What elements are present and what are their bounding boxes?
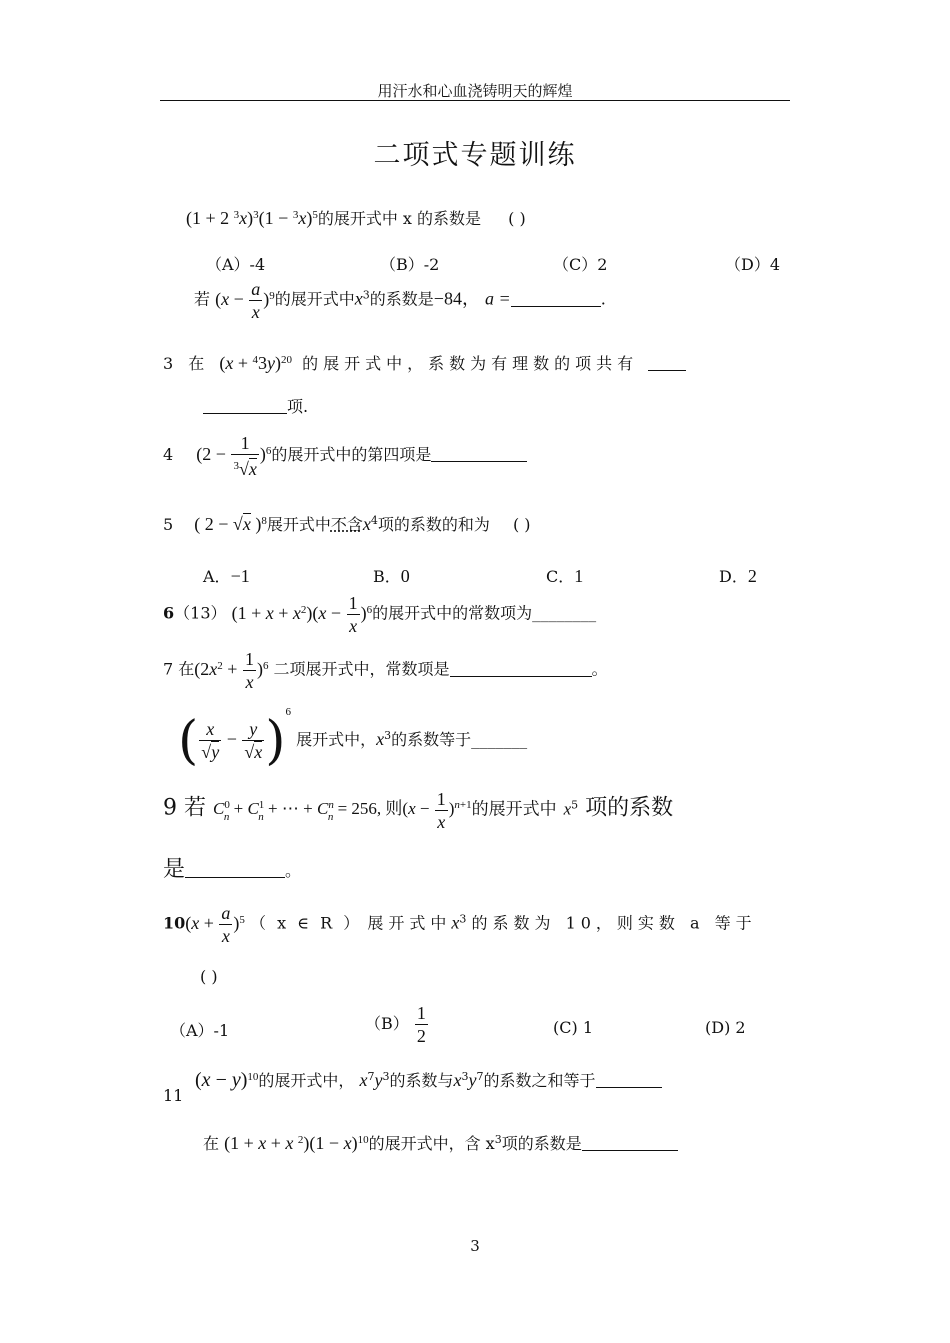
q8-stem: 展开式中， (296, 730, 377, 749)
q5-option-d-value: 2 (747, 566, 757, 586)
question-3 (163, 351, 686, 374)
q5-option-a (203, 564, 250, 587)
q5-option-d-label: D． (719, 567, 748, 586)
q2-expression: (x − $\frac{a}{x}$ )$^9$ (215, 279, 275, 322)
q3-number: 3 (163, 354, 179, 373)
q6-stem: 的展开式中的常数项为 (372, 603, 533, 623)
q10-stem: 展开式中 (367, 913, 452, 933)
q5-option-a-label: A． (203, 567, 231, 586)
q11-stem: 的展开式中， (258, 1071, 355, 1090)
q9-number: 9 (163, 795, 177, 821)
q10-stem-2: 的系数为 10，则实数 a 等于 (471, 913, 757, 933)
q1-answer-paren: ( ) (508, 209, 526, 228)
q10-answer-paren: ( ) (200, 967, 218, 986)
q7-answer-blank[interactable] (450, 660, 592, 677)
q3-line-2 (203, 394, 308, 417)
question-10: 10(x + $\frac{a}{x}$ )$^5$ （ x ∈ R ） 展开式中$x^3$ 的系数为 10，则实数 a 等于 (163, 903, 757, 946)
q8-expression: ( $\frac{x}{√y}$ − $\frac{y}{√x}$ )$^6$ (178, 706, 292, 771)
q1-option-b: （B）-2 (380, 255, 440, 274)
q10-option-c: (C) 1 (553, 1018, 593, 1037)
q2-end: . (600, 289, 606, 309)
q5-stem: 展开式中 (266, 515, 331, 534)
q9-line-2 (163, 852, 301, 883)
q4-stem: 的展开式中的第四项是 (271, 445, 432, 465)
q1-option-a: （A）-4 (206, 255, 266, 274)
q1-expression: (1 + 2 $^3x)^3(1 - ^3x)^5$ (186, 208, 318, 228)
q5-option-b (373, 564, 410, 587)
q10-fraction-denominator: 2 (416, 1026, 426, 1046)
q5-number: 5 (163, 515, 174, 534)
q11-number: 11 (163, 1086, 184, 1105)
q5-stem-2: 项的系数的和为 (377, 515, 490, 534)
q5-option-a-value: −1 (230, 566, 250, 586)
q4-expression: (2 − $\frac{1}{^3√x}$ )$^6$ (196, 433, 272, 479)
header-rule (160, 100, 790, 101)
question-9: 9 若 $C^0_n + C^1_n$ + ⋯ + $C^n_n = 256$, 则(x − $\frac{1}{x}$ )$^{n+1}$的展开式中 $x^5$ 项的系数 (163, 789, 674, 832)
q2-answer-blank[interactable] (511, 290, 601, 307)
q10-option-a: （A）-1 (170, 1021, 230, 1040)
q1-option-d: （D）4 (725, 255, 781, 274)
q9-stem-2: 项的系数 (585, 795, 674, 821)
question-11: $(x - y)^{10}$的展开式中， $x^7y^3$的系数与$x^3y^7$的系数之和等于 (195, 1068, 662, 1092)
question-12: 在 (1 + x + x $^2)(1 - x)^{10}$的展开式中，含 $x^3$项的系数是 (203, 1131, 678, 1154)
q11-stem-2: 的系数与 (389, 1071, 454, 1090)
question-4 (163, 432, 527, 480)
q6-tag: （13） (174, 603, 227, 623)
q6-number: 6 (163, 603, 175, 623)
q12-expression: (1 + x + x $^2)(1 - x)^{10}$ (224, 1133, 369, 1153)
q2-stem: 的展开式中 (274, 289, 355, 309)
q8-stem-2: 的系数等于 (391, 730, 472, 749)
q5-option-b-label: B． (373, 567, 401, 586)
q9-equation: = 256, 则 (337, 799, 403, 819)
q3-prefix: 在 (188, 354, 210, 373)
q5-option-c-label: C． (546, 567, 575, 586)
q1-option-c: （C）2 (553, 255, 608, 274)
q5-option-b-value: 0 (400, 566, 410, 586)
q9-end: 。 (285, 861, 302, 880)
q7-prefix: 在 (178, 659, 195, 679)
q5-option-c-value: 1 (574, 566, 584, 586)
q11-expression: $(x - y)^{10}$ (195, 1069, 259, 1091)
q3-answer-blank-1[interactable] (648, 354, 686, 371)
q10-option-b (365, 1002, 429, 1047)
q10-option-b-label: （B） (365, 1014, 409, 1033)
q7-end: 。 (591, 659, 608, 679)
q4-number: 4 (163, 445, 174, 465)
q11-stem-3: 的系数之和等于 (483, 1071, 596, 1090)
q10-expression: (x + $\frac{a}{x}$ )$^5$ (185, 903, 245, 946)
q3-answer-blank-2[interactable] (203, 397, 287, 414)
page-header: 用汗水和心血浇铸明天的辉煌 (377, 82, 573, 100)
q5-option-d (719, 564, 757, 587)
q6-expression: $(1 + x + x^2)(x$ − $\frac{1}{x}$ )$^6$ (231, 593, 373, 636)
q7-number: 7 (163, 659, 174, 679)
q7-expression: ($2x^2$ + $\frac{1}{x}$ )$^6$ (194, 649, 269, 692)
q10-fraction-numerator: 1 (416, 1003, 426, 1023)
q5-emphasis: 不含 (330, 515, 363, 534)
q12-stem: 的展开式中，含 x (368, 1134, 495, 1153)
q3-stem: 的展开式中，系数为有理数的项共有 (302, 354, 639, 373)
question-6 (163, 592, 596, 637)
question-8: ( $\frac{x}{√y}$ − $\frac{y}{√x}$ )$^6$ 展开式中，$x^3$的系数等于_______ (178, 706, 528, 771)
q6-answer-blank[interactable]: ________ (532, 603, 597, 623)
page-title: 二项式专题训练 (373, 140, 577, 171)
q12-prefix: 在 (203, 1134, 220, 1153)
q2-stem-2: 的系数是 (369, 289, 434, 309)
q10-number: 10 (163, 913, 186, 933)
question-7 (163, 648, 608, 693)
q3-tail: 项. (287, 397, 309, 416)
q9-line-2-text: 是 (163, 857, 186, 882)
q1-stem: 的展开式中 x 的系数是 (317, 209, 482, 228)
q3-expression: $(x + ^43y)^{20}$ (219, 353, 293, 373)
q7-stem: 二项展开式中，常数项是 (273, 659, 450, 679)
q10-option-b-fraction (415, 1002, 428, 1047)
question-5: 5 ( 2 − √x )$^8$展开式中不含$x^4$项的系数的和为 ( ) (163, 514, 531, 534)
q9-prefix: 若 (184, 795, 207, 821)
q2-value: −84， (433, 288, 480, 309)
question-2: 若 (x − $\frac{a}{x}$ )$^9$的展开式中$x^3$的系数是−84， a = . (194, 279, 606, 322)
q5-answer-paren: ( ) (512, 515, 531, 534)
q8-answer-blank[interactable]: _______ (471, 730, 528, 749)
q5-option-c (546, 564, 583, 587)
q10-option-d: (D) 2 (705, 1018, 746, 1037)
q12-stem-2: 项的系数是 (501, 1134, 582, 1153)
q9-expression: $C^0_n + C^1_n$ + ⋯ + $C^n_n = 256$, 则(x − $\frac{1}{x}$ )$^{n+1}$ (213, 789, 472, 832)
q11-answer-blank[interactable] (596, 1071, 662, 1088)
page-number: 3 (470, 1237, 480, 1255)
q4-answer-blank[interactable] (431, 445, 527, 462)
q10-condition: （ x ∈ R ） (250, 913, 363, 933)
q2-answer-label: a = (485, 288, 511, 309)
q9-answer-blank[interactable] (185, 857, 285, 878)
q9-stem: 的展开式中 (471, 799, 557, 820)
q5-expression: ( 2 − √x )$^8$ (194, 514, 267, 534)
q2-prefix: 若 (194, 289, 211, 309)
q12-answer-blank[interactable] (582, 1134, 678, 1151)
question-1 (186, 206, 526, 229)
